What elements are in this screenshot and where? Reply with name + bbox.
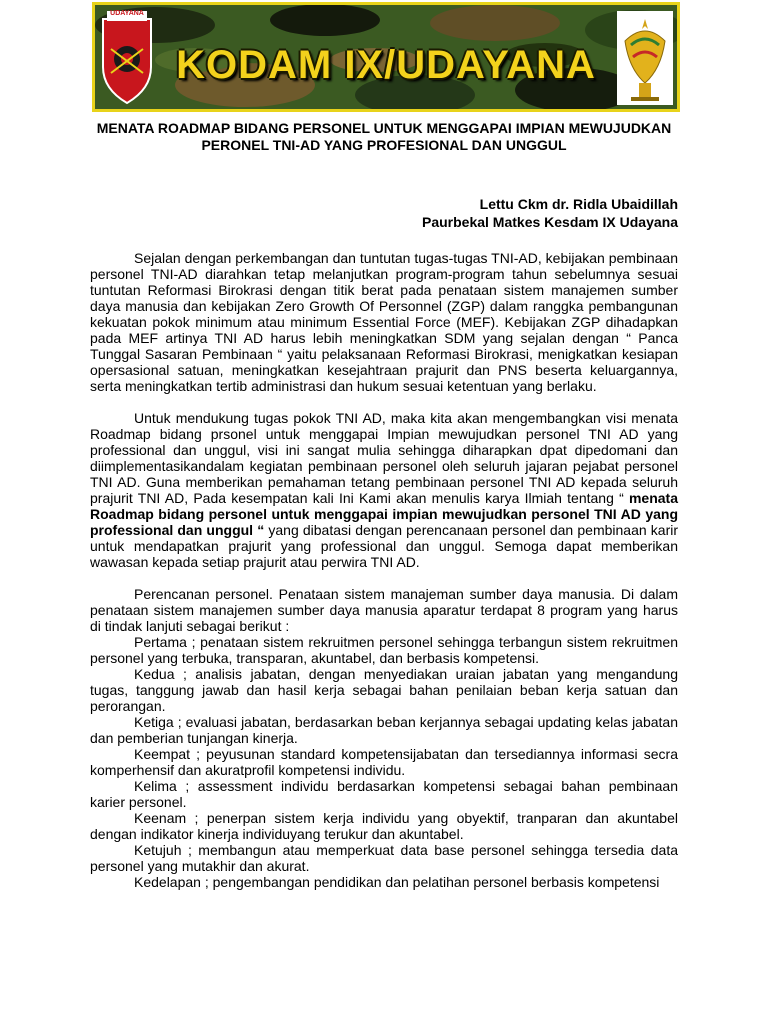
program-list (90, 634, 678, 890)
list-item: Kedelapan ; pengembangan pendidikan dan pelatihan personel berbasis kompetensi (134, 874, 660, 890)
document-title-line2: PERONEL TNI-AD YANG PROFESIONAL DAN UNGGUL (201, 137, 567, 153)
banner-title: KODAM IX/UDAYANA (176, 43, 596, 87)
paragraph-2 (90, 410, 678, 570)
paragraph-2-text-a: Untuk mendukung tugas pokok TNI AD, maka kita akan mengembangkan visi menata Roadmap bidang prsonel untuk menggapai Impian mewujudkan personel TNI AD yang professional dan unggul, visi ini sangat mulia sehingga diharapkan dpat dipedomani dan diimplementasikandalam kegiatan pembinaan personel oleh seluruh jajaran pejabat personel TNI AD. Guna memberikan pemahaman tetang pembinaan personel TNI AD kepada seluruh prajurit TNI AD, Pada kesempatan kali Ini Kami akan menulis karya Ilmiah tentang “ (90, 410, 678, 506)
author-name: Lettu Ckm dr. Ridla Ubaidillah (479, 196, 678, 212)
document-body (90, 250, 678, 890)
paragraph-2-text-b: yang dibatasi dengan perencanaan personel dan pembinaan karir untuk mendapatkan prajurit yang professional dan unggul. Semoga dapat memberikan wawasan kepada setiap prajurit atau perwira TNI AD. (90, 522, 679, 570)
udayana-shield-logo (99, 9, 155, 105)
paragraph-3: Perencanan personel. Penataan sistem manajeman sumber daya manusia. Di dalam penataan sistem manajemen sumber daya manusia aparatur terdapat 8 program yang harus di tindak lanjuti sebagai berikut : (90, 586, 678, 634)
list-item: Ketujuh ; membangun atau memperkuat data base personel sehingga tersedia data personel yang mutakhir dan akurat. (90, 842, 678, 874)
list-item: Keenam ; penerpan sistem kerja individu yang obyektif, tranparan dan akuntabel dengan indikator kinerja individuyang terukur dan akuntabel. (90, 810, 678, 842)
header-banner (92, 2, 680, 112)
list-item: Keempat ; peyusunan standard kompetensijabatan dan tersediannya informasi secra komperhensif dan akuratprofil kompetensi individu. (90, 746, 678, 778)
list-item: Ketiga ; evaluasi jabatan, berdasarkan beban kerjannya sebagai updating kelas jabatan dan pemberian tunjangan kinerja. (90, 714, 678, 746)
paragraph-2-bold-title: menata Roadmap bidang personel untuk menggapai impian mewujudkan personel TNI AD yang professional dan unggul “ (90, 490, 679, 538)
shield-label: UDAYANA (110, 10, 144, 17)
document-title (60, 120, 708, 154)
list-item: Kedua ; analisis jabatan, dengan menyediakan uraian jabatan yang mengandung tugas, tanggung jawab dan hasil kerja sebagai bahan penilaian beban kerja satuan dan perorangan. (90, 666, 678, 714)
list-item: Kelima ; assessment individu berdasarkan kompetensi sebagai bahan pembinaan karier personel. (90, 778, 678, 810)
author-block (422, 195, 678, 231)
document-title-line1: MENATA ROADMAP BIDANG PERSONEL UNTUK MENGGAPAI IMPIAN MEWUJUDKAN (96, 120, 672, 136)
paragraph-1: Sejalan dengan perkembangan dan tuntutan tugas-tugas TNI-AD, kebijakan pembinaan personel TNI-AD diarahkan tetap melanjutkan program-program tahun sebelumnya sesuai tuntutan Reformasi Birokrasi dengan titik berat pada penataan sistem manajemen sumber daya manusia dan kebijakan Zero Growth Of Personnel (ZGP) dalam ranggka pembangunan kekuatan pokok minimum atau minimum Essential Force (MEF). Kebijakan ZGP dihadapkan pada MEF artinya TNI AD harus lebih meningkatkan SDM yang sejalan dengan “ Panca Tunggal Sasaran Pembinaan “ yaitu pelaksanaan Reformasi Birokrasi, menigkatkan kesiapan opersasional satuan, meningkatkan kesejahtraan prajurit dan PNS beserta keluargannya, serta meningkatkan tertib administrasi dan hukum sesuai ketentuan yang berlaku. (90, 250, 678, 394)
kodam-emblem-logo (617, 11, 673, 105)
author-position: Paurbekal Matkes Kesdam IX Udayana (421, 214, 678, 230)
list-item: Pertama ; penataan sistem rekruitmen personel sehingga terbangun sistem rekruitmen personel yang terbuka, transparan, akuntabel, dan berbasis kompetensi. (90, 634, 678, 666)
